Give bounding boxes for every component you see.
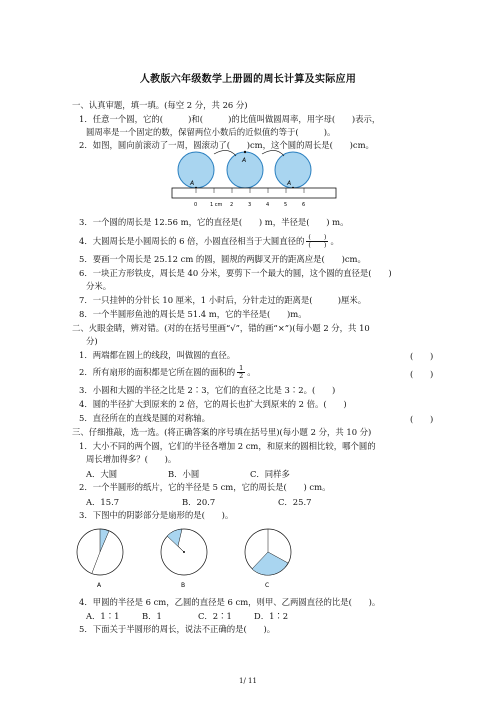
option-c: C．2∶1	[198, 611, 232, 621]
option-c: C．同样多	[250, 469, 290, 479]
ruler-label-1: 1 cm	[210, 202, 223, 208]
s3-q4-options	[86, 610, 288, 622]
figure-label-b: B	[181, 582, 186, 589]
s3-q1-line2: 周长增加得多？( )。	[86, 454, 177, 464]
ruler-label-4: 4	[266, 202, 270, 208]
s1-q6-line2: 分米。	[86, 281, 112, 291]
point-a-label-1: A	[190, 180, 195, 187]
s3-q1-options	[86, 468, 290, 480]
s2-q5-answer: ( )	[410, 414, 434, 424]
page-number: 1/ 11	[239, 677, 257, 685]
s1-q4-text: 4．大圆周长是小圆周长的 6 倍，小圆直径相当于大圆直径的	[79, 236, 305, 246]
s2-q2-end: 。	[247, 367, 256, 377]
point-a-label-2: A	[242, 157, 247, 164]
s2-q2	[79, 365, 256, 380]
fraction-numerator: 1	[239, 364, 244, 372]
s1-q8: 8．一个半圆形鱼池的周长是 51.4 m，它的半径是( )m。	[79, 309, 307, 319]
ruler-label-2: 2	[230, 202, 234, 208]
s1-q2: 2．如图，圆向前滚动了一周，圆滚动了( )cm，这个圆的周长是( )cm。	[79, 140, 374, 150]
figure-label-a: A	[97, 582, 102, 589]
s1-q4-end: 。	[330, 236, 339, 246]
s2-q2-fraction	[237, 365, 245, 380]
section2-heading-line1: 二、火眼金睛，辨对错。(对的在括号里画“√”，错的画“×”)(每小题 2 分，共 10	[72, 323, 370, 333]
s3-q3: 3．下图中的阴影部分是扇形的是( )。	[79, 510, 234, 520]
option-b: B．小圆	[168, 469, 200, 479]
rolling-circle-figure	[170, 148, 340, 210]
s1-q5: 5．要画一个周长是 25.12 cm 的圆，圆规的两脚叉开的距离应是( )cm。	[79, 254, 366, 264]
s2-q2-answer: ( )	[410, 369, 434, 379]
s1-q7: 7．一只挂钟的分针长 10 厘米，1 小时后，分针走过的距离是( )厘米。	[79, 295, 367, 305]
ruler-label-5: 5	[284, 202, 288, 208]
s2-q1-answer: ( )	[410, 351, 434, 361]
option-a: A．15.7	[86, 497, 120, 507]
ruler-label-0: 0	[194, 202, 198, 208]
s3-q2-options	[86, 496, 311, 508]
s3-q1-line1: 1．大小不同的两个圆，它们的半径各增加 2 cm，和原来的圆相比较，哪个圆的	[79, 441, 376, 451]
s1-q4	[79, 234, 339, 249]
s3-q4: 4．甲圆的半径是 6 cm，乙圆的直径是 6 cm，则甲、乙两圆直径的比是( )。	[79, 597, 381, 607]
s1-q3: 3．一个圆的周长是 12.56 m，它的直径是( ) m，半径是( ) m。	[79, 217, 349, 227]
section1-heading: 一、认真审题，填一填。(每空 2 分，共 26 分)	[72, 100, 248, 110]
option-a: A．大圆	[86, 469, 118, 479]
option-c: C．25.7	[278, 497, 312, 507]
s1-q4-fraction	[306, 234, 328, 249]
option-b: B．20.7	[182, 497, 216, 507]
option-a: A．1∶1	[86, 611, 120, 621]
fraction-denominator: 2	[239, 372, 244, 380]
fraction-denominator: ( )	[308, 241, 327, 249]
option-b: B．1	[142, 611, 162, 621]
s2-q2-text: 2．所有扇形的面积都是它所在圆的面积的	[79, 367, 236, 377]
s1-q1-line2: 圆周率是一个固定的数，保留两位小数后的近似值约等于( )。	[86, 127, 336, 137]
s2-q5: 5．直径所在的直线是圆的对称轴。	[79, 413, 210, 423]
s2-q4: 4．圆的半径扩大到原来的 2 倍，它的周长也扩大到原来的 2 倍。( )	[79, 399, 347, 409]
section2-heading-line2: 分)	[86, 336, 98, 346]
section3-heading: 三、仔细推敲，选一选。(将正确答案的序号填在括号里)(每小题 2 分，共 10 分)	[72, 427, 372, 437]
s2-q1: 1．两端都在圆上的线段，叫做圆的直径。	[79, 350, 236, 360]
ruler-label-6: 6	[302, 202, 306, 208]
s3-q5: 5．下面关于半圆形的周长，说法不正确的是( )。	[79, 624, 276, 634]
page-title: 人教版六年级数学上册圆的周长计算及实际应用	[139, 74, 357, 85]
point-a-label-3: A	[287, 180, 292, 187]
sector-figures	[70, 528, 310, 590]
s3-q2: 2．一个半圆形的纸片，它的半径是 5 cm，它的周长是( ) cm。	[79, 482, 331, 492]
s2-q3: 3．小圆和大圆的半径之比是 2∶3，它们的直径之比是 3∶2。( )	[79, 385, 336, 395]
s1-q1-line1: 1．任意一个圆，它的( )和( )的比值叫做圆周率，用字母( )表示，	[79, 114, 381, 124]
option-d: D．1∶2	[254, 611, 289, 621]
figure-label-c: C	[265, 582, 270, 589]
ruler-label-3: 3	[248, 202, 252, 208]
fraction-numerator: ( )	[308, 233, 327, 241]
s1-q6-line1: 6．一块正方形铁皮，周长是 40 分米，要剪下一个最大的圆，这个圆的直径是( )	[79, 268, 392, 278]
